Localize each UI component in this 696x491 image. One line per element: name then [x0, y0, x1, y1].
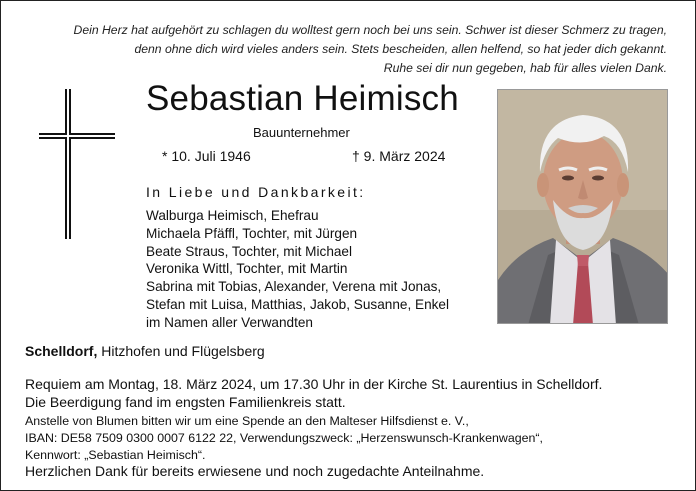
donation-info — [25, 413, 543, 464]
mourners-heading: In Liebe und Dankbarkeit: — [146, 184, 366, 200]
deceased-name: Sebastian Heimisch — [146, 79, 459, 118]
mourners-list — [146, 207, 449, 332]
death-date: † 9. März 2024 — [352, 148, 446, 164]
requiem-info — [25, 375, 602, 411]
donation-keyword: Kennwort: „Sebastian Heimisch“. — [25, 448, 206, 462]
mourner-line: Walburga Heimisch, Ehefrau — [146, 208, 319, 223]
burial-line: Die Beerdigung fand im engsten Familienkreis statt. — [25, 394, 346, 410]
donation-line: Anstelle von Blumen bitten wir um eine Spende an den Malteser Hilfsdienst e. V., — [25, 414, 469, 428]
cross-icon — [39, 89, 115, 239]
mourner-line: Stefan mit Luisa, Matthias, Jakob, Susanne, Enkel — [146, 296, 450, 312]
mourner-line: im Namen aller Verwandten — [146, 314, 313, 330]
place-town: Schelldorf, — [25, 343, 98, 359]
donation-iban: IBAN: DE58 7509 0300 0007 6122 22, Verwendungszweck: „Herzenswunsch-Krankenwagen“, — [25, 431, 543, 445]
mourner-line: Beate Straus, Tochter, mit Michael — [146, 243, 353, 259]
mourner-line: Michaela Pfäffl, Tochter, mit Jürgen — [146, 225, 358, 241]
birth-date: * 10. Juli 1946 — [162, 148, 251, 164]
requiem-line: Requiem am Montag, 18. März 2024, um 17.30 Uhr in der Kirche St. Laurentius in Schelldorf. — [25, 376, 603, 392]
mourner-line: Sabrina mit Tobias, Alexander, Verena mit Jonas, — [146, 279, 442, 295]
poem-line: Dein Herz hat aufgehört zu schlagen du wolltest gern noch bei uns sein. Schwer ist dieser Schmerz zu tragen, — [73, 23, 667, 37]
poem-line: denn ohne dich wird vieles anders sein. Stets bescheiden, allen helfend, so hat jeder dich gekannt. — [134, 42, 667, 56]
memorial-poem — [27, 21, 667, 78]
place-rest: Hitzhofen und Flügelsberg — [97, 343, 265, 359]
poem-line: Ruhe sei dir nun gegeben, hab für alles vielen Dank. — [383, 61, 667, 75]
thanks-line: Herzlichen Dank für bereits erwiesene und noch zugedachte Anteilnahme. — [25, 463, 485, 479]
deceased-occupation: Bauunternehmer — [253, 125, 350, 140]
place-line — [25, 343, 265, 359]
mourner-line: Veronika Wittl, Tochter, mit Martin — [146, 261, 348, 277]
portrait-photo — [497, 89, 668, 324]
